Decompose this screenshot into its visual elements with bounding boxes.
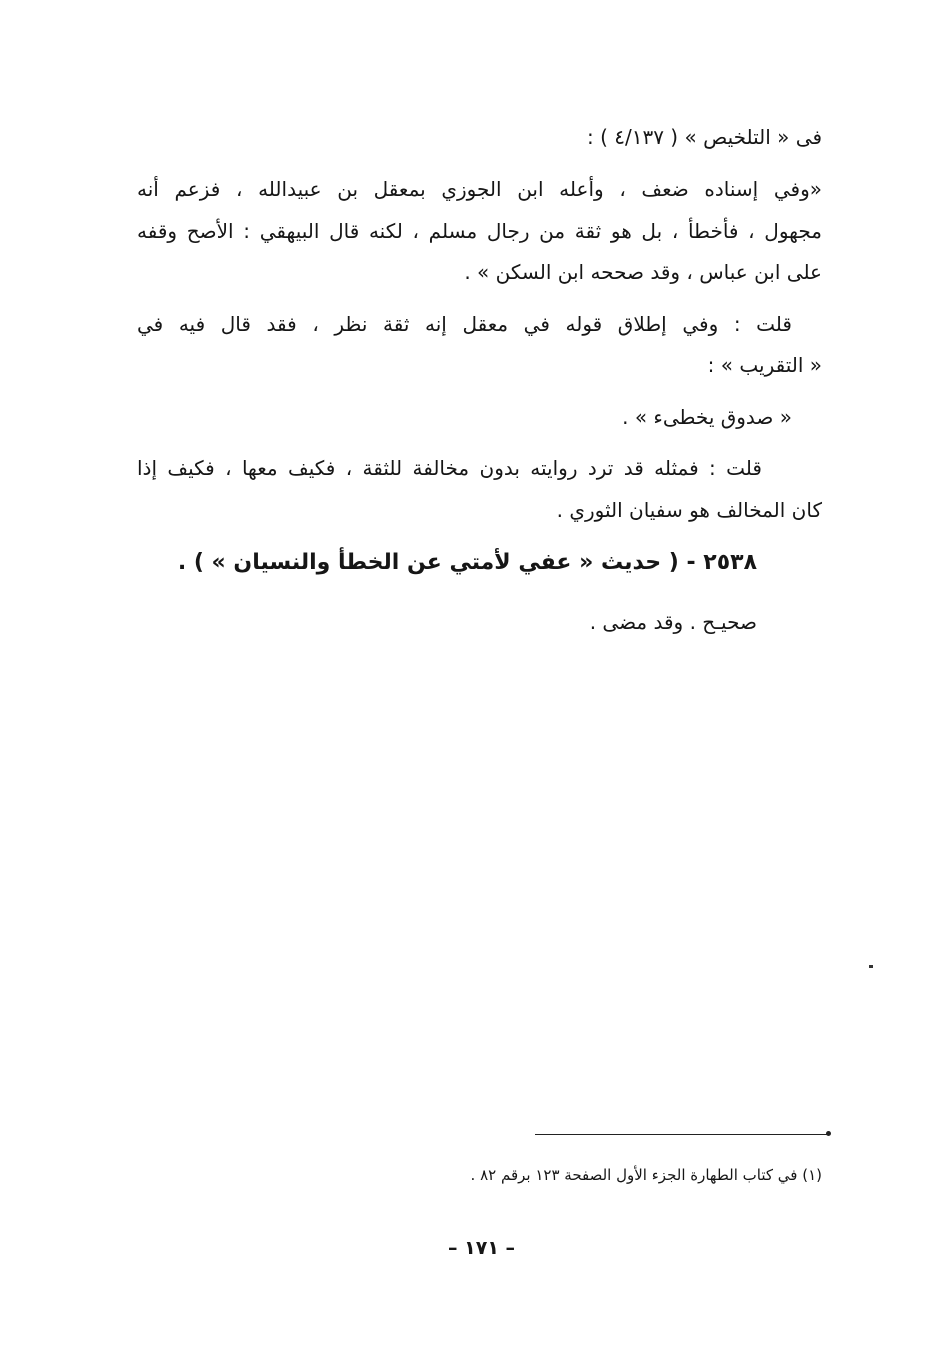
- footnote-separator-end: [826, 1131, 831, 1136]
- stray-mark: [869, 965, 873, 968]
- hadith-heading: ٢٥٣٨ - ( حديث « عفي لأمتي عن الخطأ والنسيان » ) .: [177, 550, 757, 575]
- taqrib-quote: « صدوق يخطىء » .: [622, 405, 792, 429]
- footnote-separator: [535, 1134, 830, 1135]
- comment-1-line-2: « التقريب » :: [707, 353, 822, 377]
- hadith-verdict: صحيـح . وقد مضى .: [589, 610, 757, 634]
- quote-line-2: مجهول ، فأخطأ ، بل هو ثقة من رجال مسلم ، لكنه قال البيهقي : الأصح وقفه: [137, 219, 822, 243]
- page-number: – ١٧١ –: [448, 1237, 516, 1259]
- comment-2-line-1: قلت : فمثله قد ترد روايته بدون مخالفة للثقة ، فكيف معها ، فكيف إذا: [137, 456, 762, 480]
- footnote-1: (١) في كتاب الطهارة الجزء الأول الصفحة ١٢٣ برقم ٨٢ .: [470, 1166, 822, 1184]
- quote-line-3: على ابن عباس ، وقد صححه ابن السكن » .: [464, 260, 822, 284]
- quote-line-1: «وفي إسناده ضعف ، وأعله ابن الجوزي بمعقل بن عبيدالله ، فزعم أنه: [137, 177, 822, 201]
- heading-line: فى « التلخيص » ( ٤/١٣٧ ) :: [586, 125, 822, 149]
- comment-2-line-2: كان المخالف هو سفيان الثوري .: [556, 498, 822, 522]
- comment-1-line-1: قلت : وفي إطلاق قوله في معقل إنه ثقة نظر ، فقد قال فيه في: [137, 312, 792, 336]
